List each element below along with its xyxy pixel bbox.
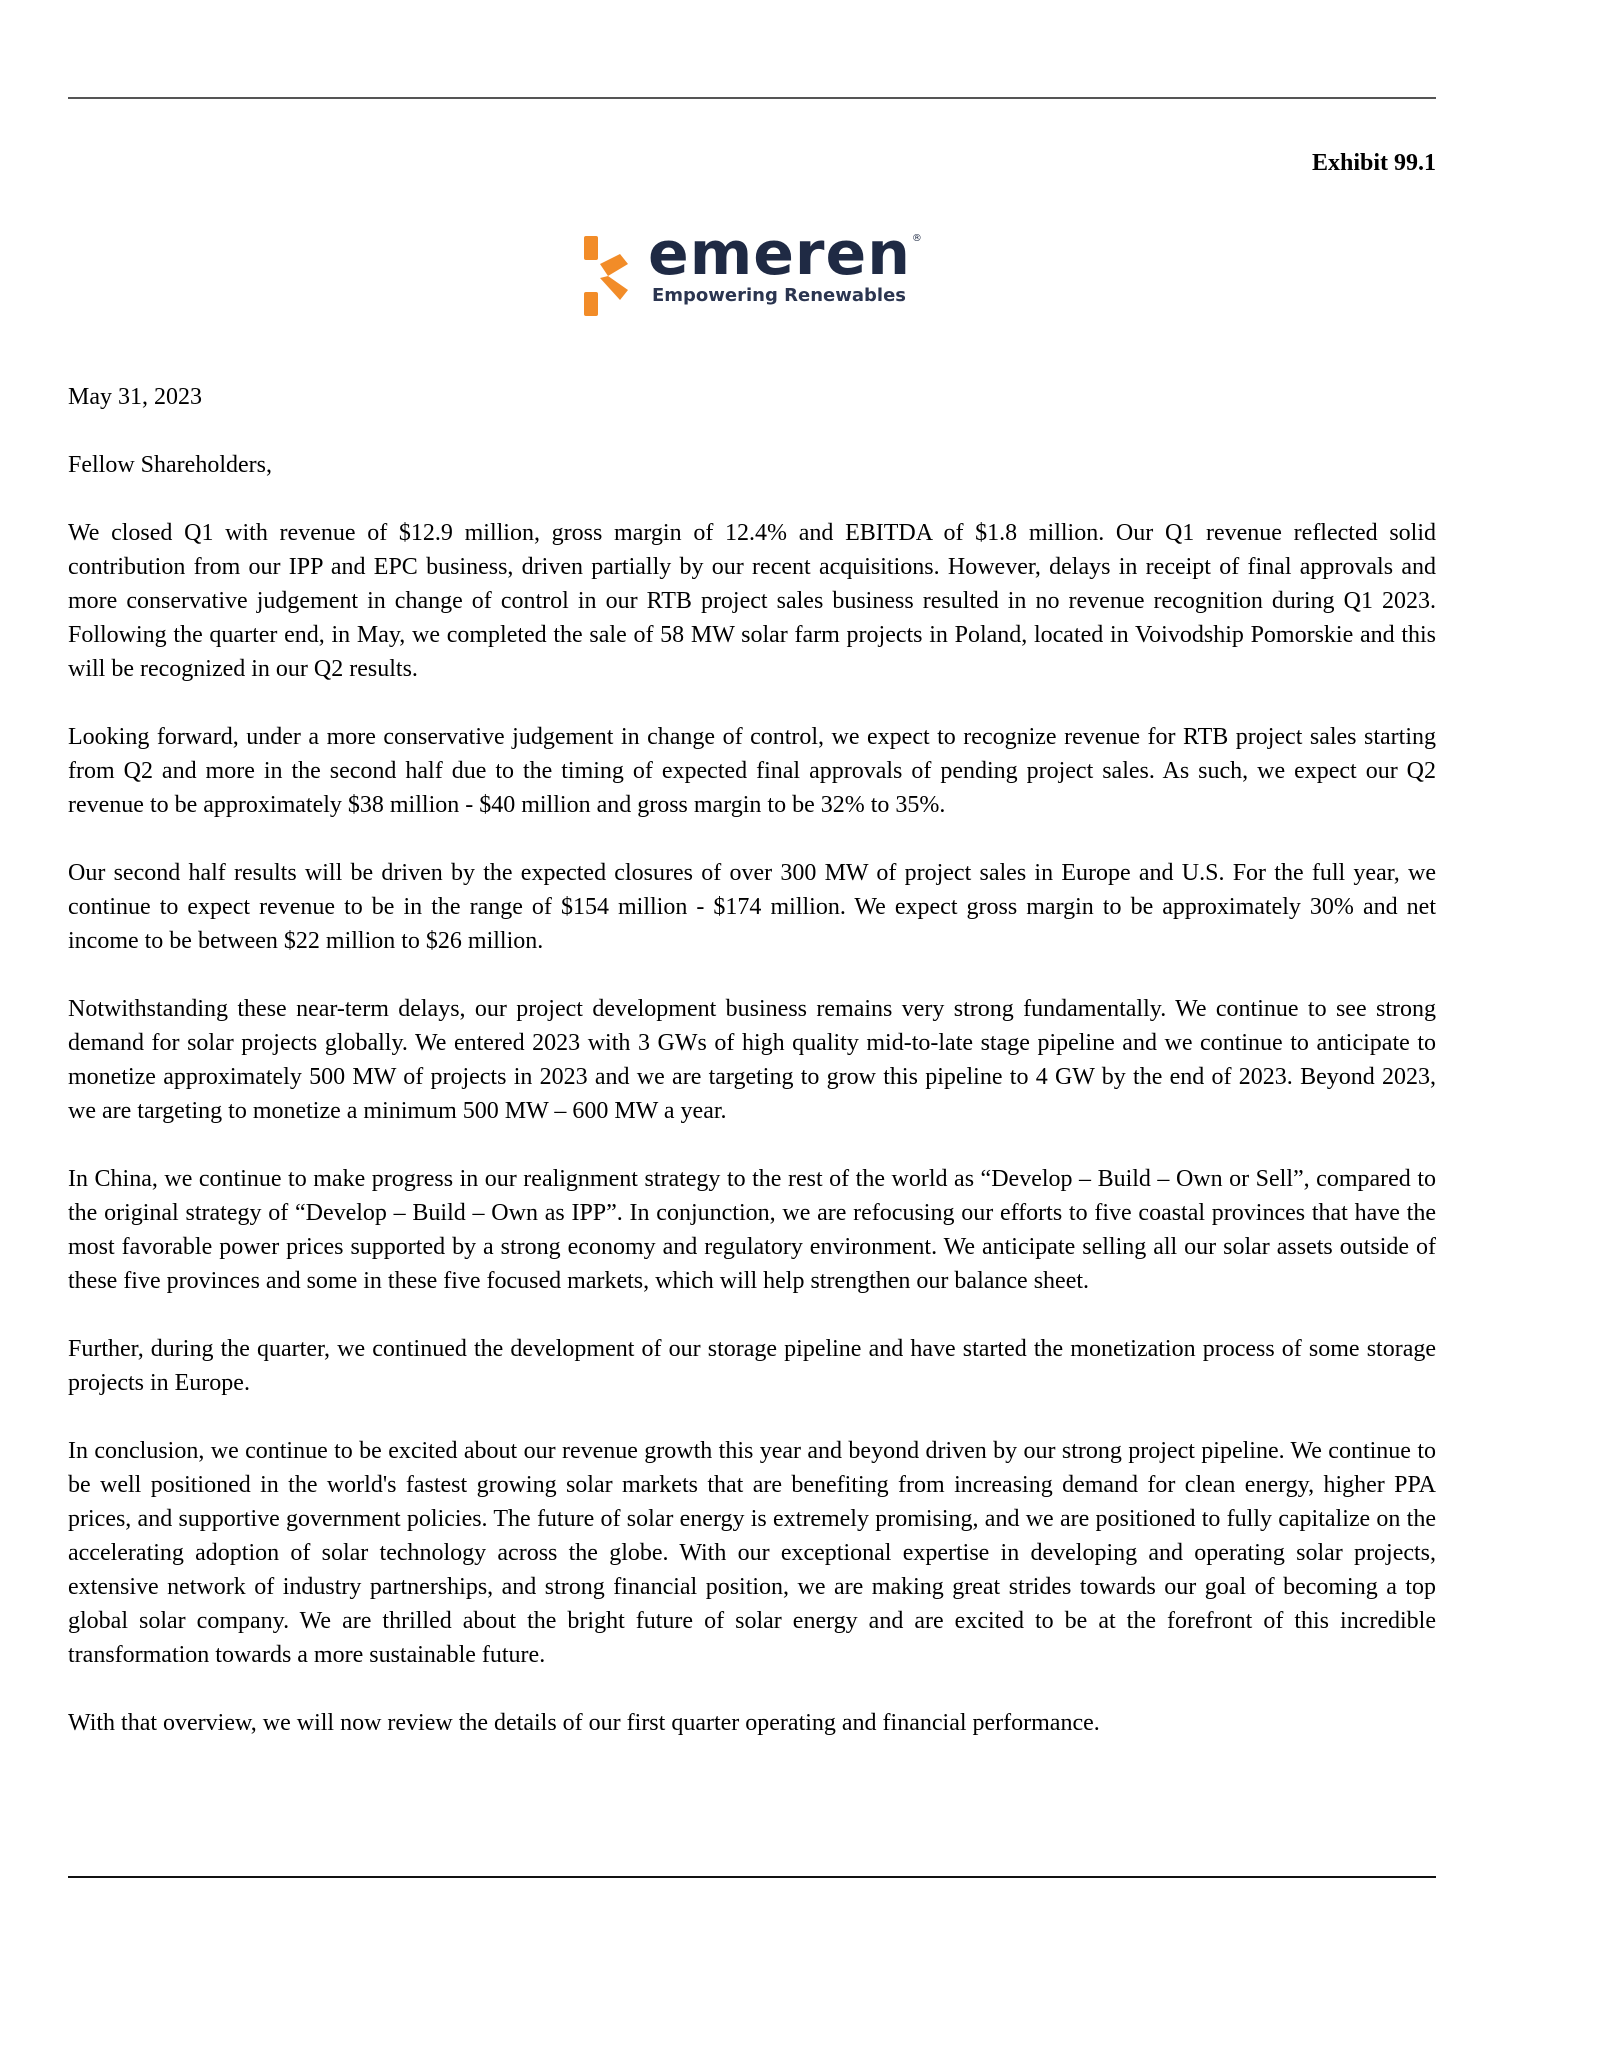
paragraph-china: In China, we continue to make progress in our realignment strategy to the rest of the world as “Develop – Build – Own or Sell”, compared to the original strategy of “Develop – Build – Own as IPP”. In conjunction, we are refocusing our efforts to five coastal provinces that have the most favorable power prices supported by a strong economy and regulatory environment. We anticipate selling all our solar assets outside of these five provinces and some in these five focused markets, which will help strengthen our balance sheet. [68,1166,1436,1294]
emeren-logo-mark-icon [580,234,640,318]
logo-wordmark [648,219,923,289]
logo-wordmark-text: emeren [648,219,911,289]
logo-trademark: ® [911,233,923,244]
paragraph-pipeline: Notwithstanding these near-term delays, our project development business remains very strong fundamentally. We continue to see strong demand for solar projects globally. We entered 2023 with 3 GWs of high quality mid-to-late stage pipeline and we continue to anticipate to monetize approximately 500 MW of projects in 2023 and we are targeting to grow this pipeline to 4 GW by the end of 2023. Beyond 2023, we are targeting to monetize a minimum 500 MW – 600 MW a year. [68,996,1436,1124]
paragraph-conclusion: In conclusion, we continue to be excited about our revenue growth this year and beyond driven by our strong project pipeline. We continue to be well positioned in the world's fastest growing solar markets that are benefiting from increasing demand for clean energy, higher PPA prices, and supportive government policies. The future of solar energy is extremely promising, and we are positioned to fully capitalize on the accelerating adoption of solar technology across the globe. With our exceptional expertise in developing and operating solar projects, extensive network of industry partnerships, and strong financial position, we are making great strides towards our goal of becoming a top global solar company. We are thrilled about the bright future of solar energy and are excited to be at the forefront of this incredible transformation towards a more sustainable future. [68,1438,1436,1668]
paragraph-overview: With that overview, we will now review the details of our first quarter operating and financial performance. [68,1710,1100,1736]
letter-body [68,380,1436,1774]
exhibit-label: Exhibit 99.1 [1311,150,1436,176]
paragraph-storage: Further, during the quarter, we continued the development of our storage pipeline and have started the monetization process of some storage projects in Europe. [68,1336,1436,1396]
logo-tagline: Empowering Renewables [652,285,906,306]
emeren-logo [580,219,923,320]
paragraph-second-half: Our second half results will be driven by the expected closures of over 300 MW of project sales in Europe and U.S. For the full year, we continue to expect revenue to be in the range of $154 million - $174 million. We expect gross margin to be approximately 30% and net income to be between $22 million to $26 million. [68,860,1436,954]
top-divider [68,97,1436,99]
letter-date: May 31, 2023 [68,384,202,410]
paragraph-outlook: Looking forward, under a more conservative judgement in change of control, we expect to recognize revenue for RTB project sales starting from Q2 and more in the second half due to the timing of expected final approvals of pending project sales. As such, we expect our Q2 revenue to be approximately $38 million - $40 million and gross margin to be 32% to 35%. [68,724,1436,818]
letter-salutation: Fellow Shareholders, [68,452,272,478]
paragraph-q1-results: We closed Q1 with revenue of $12.9 million, gross margin of 12.4% and EBITDA of $1.8 million. Our Q1 revenue reflected solid contribution from our IPP and EPC business, driven partially by our recent acquisitions. However, delays in receipt of final approvals and more conservative judgement in change of control in our RTB project sales business resulted in no revenue recognition during Q1 2023. Following the quarter end, in May, we completed the sale of 58 MW solar farm projects in Poland, located in Voivodship Pomorskie and this will be recognized in our Q2 results. [68,520,1436,682]
bottom-divider [68,1876,1436,1878]
